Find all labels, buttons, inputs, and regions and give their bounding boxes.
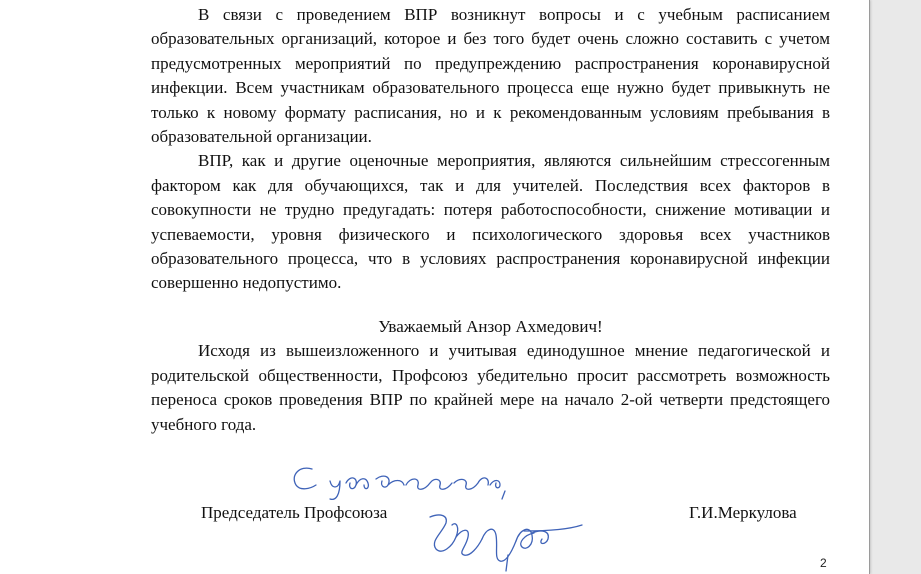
- greeting: Уважаемый Анзор Ахмедович!: [378, 316, 603, 336]
- page-number: 2: [820, 556, 827, 570]
- letter-body: [151, 3, 830, 437]
- paragraph-schedule: В связи с проведением ВПР возникнут вопросы и с учебным расписанием образовательных организаций, которое и без того будет очень сложно составить с учетом предусмотренных мероприятий по предупреждению распространения коронавирусной инфекции. Всем участникам образовательного процесса еще нужно будет привыкнуть не только к новому формату расписания, но и к рекомендованным условиям пребывания в образовательной организации.: [151, 5, 830, 147]
- signer-title: Председатель Профсоюза: [201, 503, 388, 522]
- signer-name: Г.И.Меркулова: [689, 503, 797, 522]
- paragraph-request: Исходя из вышеизложенного и учитывая единодушное мнение педагогической и родительской общественности, Профсоюз убедительно просит рассмотреть возможность переноса сроков проведения ВПР по крайней мере на начало 2-ой четверти предстоящего учебного года.: [151, 341, 830, 434]
- paragraph-stress-factor: ВПР, как и другие оценочные мероприятия, являются сильнейшим стрессогенным фактором как для обучающихся, так и для учителей. Последствия всех факторов в совокупности не трудно предугадать: потеря работоспособности, снижение мотивации и успеваемости, уровня физического и психологического здоровья всех участников образовательного процесса, что в условиях распространения коронавирусной инфекции совершенно недопустимо.: [151, 151, 830, 293]
